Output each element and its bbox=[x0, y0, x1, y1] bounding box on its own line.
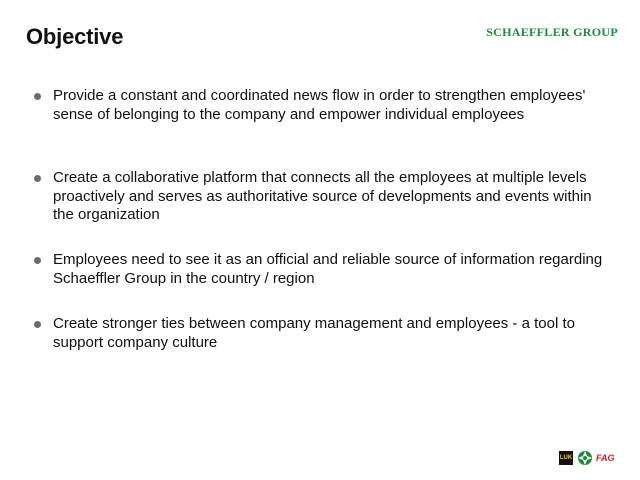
bullet-dot-icon bbox=[34, 175, 41, 182]
luk-label: LUK bbox=[559, 455, 573, 461]
bullet-text: Create stronger ties between company management and employees - a tool to support company culture bbox=[53, 315, 575, 351]
bullet-list bbox=[34, 87, 604, 351]
bullet-text: Create a collaborative platform that connects all the employees at multiple levels proactively and serves as authoritative source of developments and events within the organization bbox=[53, 169, 592, 223]
bullet-text: Employees need to see it as an official and reliable source of information regarding Schaeffler Group in the country / region bbox=[53, 251, 603, 287]
luk-logo-icon bbox=[559, 451, 573, 465]
bullet-item bbox=[34, 169, 604, 225]
bullet-item bbox=[34, 251, 604, 288]
ina-mark-icon bbox=[577, 450, 593, 466]
bullet-dot-icon bbox=[34, 93, 41, 100]
brand-logos bbox=[559, 450, 615, 466]
bullet-dot-icon bbox=[34, 257, 41, 264]
schaeffler-group-logo: SCHAEFFLER GROUP bbox=[486, 25, 618, 39]
slide-title: Objective bbox=[26, 24, 124, 49]
fag-logo: FAG bbox=[596, 453, 615, 463]
bullet-dot-icon bbox=[34, 321, 41, 328]
bullet-item bbox=[34, 87, 604, 124]
bullet-item bbox=[34, 315, 604, 352]
ina-logo-icon bbox=[577, 450, 593, 466]
bullet-text: Provide a constant and coordinated news flow in order to strengthen employees' sense of belonging to the company and empower individual employees bbox=[53, 87, 586, 123]
